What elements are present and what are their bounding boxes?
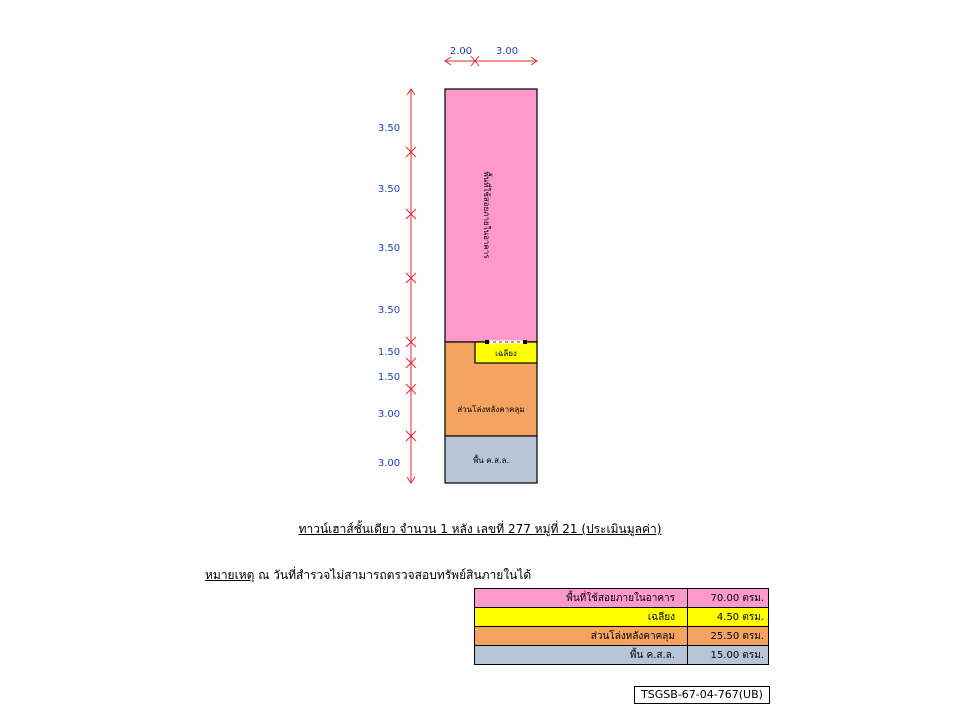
length-dim-1: 3.50 <box>377 123 401 134</box>
table-row <box>475 646 769 665</box>
zone-label-interior: พื้นที่ใช้สอยภายในอาคาร <box>482 171 491 259</box>
area-summary-table <box>474 588 769 665</box>
area-value: 70.00 ตรม. <box>688 589 769 608</box>
width-dim-left: 2.00 <box>449 46 473 57</box>
door-icon <box>485 340 527 344</box>
remark-lead: หมายเหตุ <box>205 568 255 582</box>
length-dimension <box>378 89 416 483</box>
length-dim-8: 3.00 <box>377 458 401 469</box>
table-row <box>475 627 769 646</box>
width-dim-right: 3.00 <box>495 46 519 57</box>
area-value: 25.50 ตรม. <box>688 627 769 646</box>
zone-label-slab: พื้น ค.ส.ล. <box>472 456 510 465</box>
remark <box>205 566 531 585</box>
table-row <box>475 608 769 627</box>
area-name: พื้น ค.ส.ล. <box>475 646 688 665</box>
length-dim-7: 3.00 <box>377 409 401 420</box>
zone-label-porch: เฉลียง <box>495 349 517 358</box>
length-dim-4: 3.50 <box>377 305 401 316</box>
remark-text: ณ วันที่สำรวจไม่สามารถตรวจสอบทรัพย์สินภายในได้ <box>254 568 532 582</box>
table-row <box>475 589 769 608</box>
length-dim-2: 3.50 <box>377 184 401 195</box>
zone-label-open: ส่วนโล่งหลังคาคลุม <box>457 405 525 414</box>
document-code: TSGSB-67-04-767(UB) <box>634 686 770 704</box>
plan-caption: ทาวน์เฮาส์ชั้นเดียว จำนวน 1 หลัง เลขที่ 277 หมู่ที่ 21 (ประเมินมูลค่า) <box>298 522 662 536</box>
length-dim-5: 1.50 <box>377 347 401 358</box>
area-name: ส่วนโล่งหลังคาคลุม <box>475 627 688 646</box>
area-value: 4.50 ตรม. <box>688 608 769 627</box>
length-dim-6: 1.50 <box>377 372 401 383</box>
width-dimension <box>445 46 537 66</box>
area-name: เฉลียง <box>475 608 688 627</box>
length-dim-3: 3.50 <box>377 243 401 254</box>
area-name: พื้นที่ใช้สอยภายในอาคาร <box>475 589 688 608</box>
area-value: 15.00 ตรม. <box>688 646 769 665</box>
